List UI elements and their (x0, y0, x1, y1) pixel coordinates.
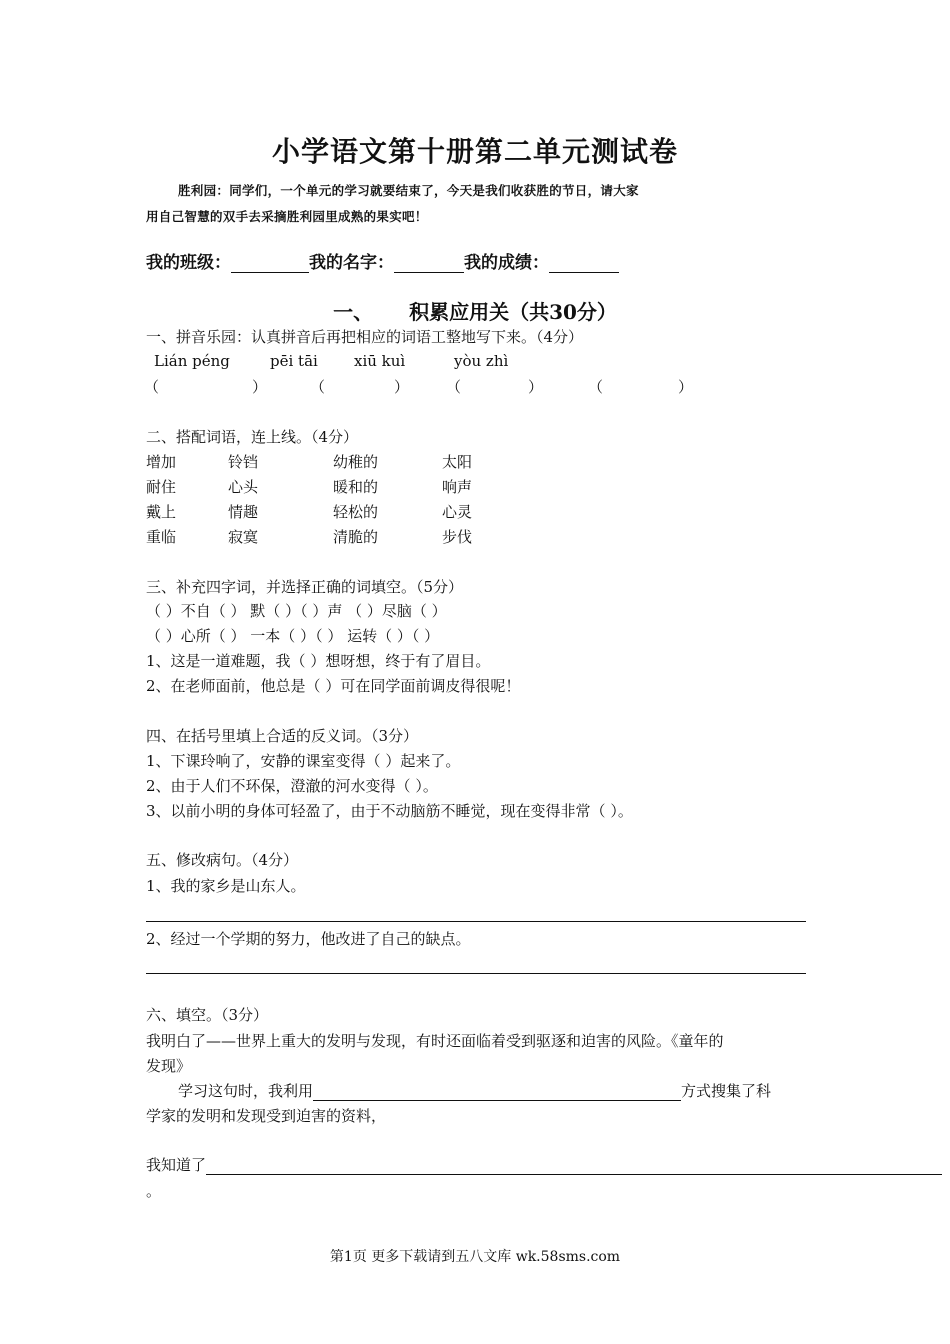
q6-quote-line-1: 我明白了——世界上重大的发明与发现，有时还面临着受到驱逐和迫害的风险。《童年的 (146, 1032, 724, 1050)
class-blank[interactable] (231, 254, 309, 273)
q2-word: 戴上 (146, 503, 177, 521)
score-blank[interactable] (549, 254, 619, 273)
q2-word: 心灵 (442, 503, 473, 521)
intro-line-1: 胜利园：同学们，一个单元的学习就要结束了，今天是我们收获胜的节日，请大家 (178, 183, 639, 198)
name-blank[interactable] (394, 254, 464, 273)
q5-heading: 五、修改病句。（4分） (146, 851, 299, 869)
q4-sentence-3: 3、以前小明的身体可轻盈了，由于不动脑筋不睡觉，现在变得非常（ ）。 (146, 802, 633, 820)
q6-study-text-b: 方式搜集了科 (681, 1082, 772, 1100)
q6-method-blank[interactable] (313, 1084, 681, 1101)
student-info-row (146, 248, 619, 273)
q5-sentence-2: 2、经过一个学期的努力，他改进了自己的缺点。 (146, 930, 471, 948)
q2-word: 耐住 (146, 478, 177, 496)
page-footer: 第1页 更多下载请到五八文库 wk.58sms.com (329, 1249, 621, 1265)
q2-word: 情趣 (228, 503, 259, 521)
q4-heading: 四、在括号里填上合适的反义词。（3分） (146, 727, 419, 745)
q1-answer-3-open: （ (446, 378, 462, 396)
q5-answer-line-2[interactable] (146, 973, 806, 974)
q3-idiom-row-2: （ ）心所（ ） 一本（ ）（ ） 运转（ ）（ ） (146, 627, 440, 645)
q1-answer-1-close: ） (252, 378, 268, 396)
class-label: 我的班级： (146, 253, 231, 273)
q2-word: 增加 (146, 453, 177, 471)
q2-word: 响声 (442, 478, 473, 496)
section-1-number: 一、 (333, 300, 374, 324)
q2-word: 清脆的 (333, 528, 379, 546)
q3-sentence-1: 1、这是一道难题，我（ ）想呀想，终于有了眉目。 (146, 652, 491, 670)
page-title: 小学语文第十册第二单元测试卷 (271, 135, 678, 168)
q2-word: 轻松的 (333, 503, 379, 521)
q6-heading: 六、填空。（3分） (146, 1006, 269, 1024)
q1-answer-4-close: ） (678, 378, 694, 396)
q2-word: 幼稚的 (333, 453, 379, 471)
q1-pinyin-4: yòu zhì (454, 352, 509, 370)
q2-word: 心头 (228, 478, 259, 496)
q2-word: 铃铛 (228, 453, 259, 471)
q1-pinyin-3: xiū kuì (354, 352, 406, 370)
q2-word: 步伐 (442, 528, 473, 546)
section-1-heading: 积累应用关（共30分） (409, 300, 617, 324)
q2-word: 寂寞 (228, 528, 259, 546)
q2-word: 暖和的 (333, 478, 379, 496)
section-1-title (0, 296, 950, 325)
q6-study-line-2: 学家的发明和发现受到迫害的资料， (146, 1107, 387, 1125)
q6-study-line (178, 1080, 771, 1101)
q1-answer-4-open: （ (588, 378, 604, 396)
q1-heading: 一、拼音乐园：认真拼音后再把相应的词语工整地写下来。（4分） (146, 328, 584, 346)
q6-know-blank[interactable] (206, 1158, 942, 1175)
q6-know-text: 我知道了 (146, 1156, 207, 1174)
q1-pinyin-2: pēi tāi (270, 352, 318, 370)
q1-answer-3-close: ） (528, 378, 544, 396)
q6-period: 。 (146, 1182, 162, 1200)
q1-answer-2-open: （ (310, 378, 326, 396)
q1-pinyin-1: Lián péng (154, 352, 230, 370)
q3-sentence-2: 2、在老师面前，他总是（ ）可在同学面前调皮得很呢！ (146, 677, 521, 695)
q5-sentence-1: 1、我的家乡是山东人。 (146, 877, 306, 895)
name-label: 我的名字： (309, 253, 394, 273)
q2-word: 重临 (146, 528, 177, 546)
q2-heading: 二、搭配词语，连上线。（4分） (146, 428, 359, 446)
q3-heading: 三、补充四字词，并选择正确的词填空。（5分） (146, 578, 464, 596)
score-label: 我的成绩： (464, 253, 549, 273)
q4-sentence-1: 1、下课玲响了，安静的课室变得（ ）起来了。 (146, 752, 461, 770)
q1-answer-1-open: （ (144, 378, 160, 396)
q6-quote-line-2: 发现》 (146, 1057, 192, 1075)
q4-sentence-2: 2、由于人们不环保，澄澈的河水变得（ ）。 (146, 777, 438, 795)
q5-answer-line-1[interactable] (146, 921, 806, 922)
q1-answer-2-close: ） (394, 378, 410, 396)
q6-study-text-a: 学习这句时，我利用 (178, 1082, 314, 1100)
q6-know-line (146, 1154, 942, 1175)
q3-idiom-row-1: （ ）不自（ ） 默（ ）（ ）声 （ ）尽脑（ ） (146, 602, 447, 620)
q2-word: 太阳 (442, 453, 473, 471)
intro-line-2: 用自己智慧的双手去采摘胜利园里成熟的果实吧！ (146, 209, 428, 224)
